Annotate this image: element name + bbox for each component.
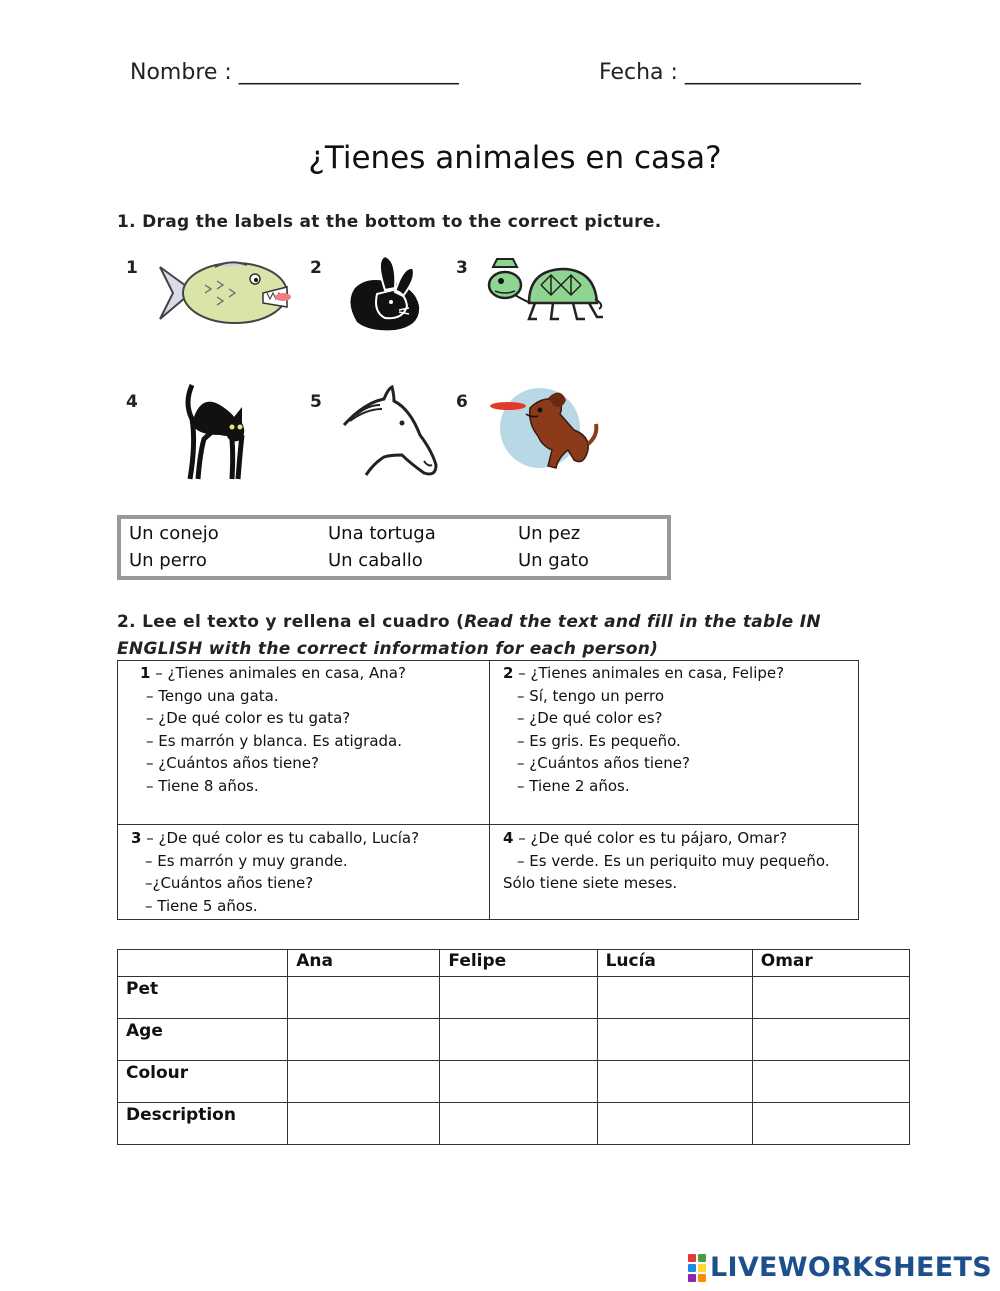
dialogs-table xyxy=(117,660,859,920)
table-header-cell: Felipe xyxy=(440,950,597,977)
dialog-lucia xyxy=(131,827,486,917)
drag-label[interactable]: Un pez xyxy=(518,523,581,544)
rabbit-icon[interactable] xyxy=(345,252,425,332)
dialog-line: – Tiene 8 años. xyxy=(146,776,259,795)
dialog-line: – Es marrón y muy grande. xyxy=(145,851,348,870)
dialog-number: 4 xyxy=(503,829,514,847)
dog-icon[interactable] xyxy=(486,384,604,472)
fish-icon[interactable] xyxy=(155,255,295,330)
drag-label[interactable]: Un perro xyxy=(129,550,207,571)
horse-icon[interactable] xyxy=(340,385,440,480)
picture-number: 3 xyxy=(456,258,468,278)
table-header-cell: Omar xyxy=(752,950,909,977)
answer-cell[interactable] xyxy=(440,977,597,1019)
answer-cell[interactable] xyxy=(597,1103,752,1145)
table-header-cell: Ana xyxy=(288,950,440,977)
drag-label[interactable]: Un gato xyxy=(518,550,589,571)
logo-square xyxy=(698,1264,706,1272)
instruction-bold: 2. Lee el texto y rellena el cuadro ( xyxy=(117,612,465,632)
instruction-italic: Read the text and fill in the table IN xyxy=(464,612,821,632)
table-header-cell: Lucía xyxy=(597,950,752,977)
answer-cell[interactable] xyxy=(440,1061,597,1103)
divider xyxy=(118,824,858,825)
picture-number: 4 xyxy=(126,392,138,412)
dialog-omar xyxy=(503,827,858,895)
logo-square xyxy=(698,1254,706,1262)
dialog-line: – ¿Cuántos años tiene? xyxy=(146,754,319,773)
dialog-line: – Es verde. Es un periquito muy pequeño. xyxy=(517,851,830,870)
answer-cell[interactable] xyxy=(288,1019,440,1061)
dialog-felipe xyxy=(503,662,858,798)
table-row xyxy=(118,1061,910,1103)
dialog-line: – ¿Cuántos años tiene? xyxy=(517,754,690,773)
name-field-label: Nombre : ____________________ xyxy=(130,60,459,85)
dialog-line: – Sí, tengo un perro xyxy=(517,686,665,705)
logo-square xyxy=(688,1264,696,1272)
logo-text: LIVEWORKSHEETS xyxy=(709,1252,992,1283)
answer-cell[interactable] xyxy=(597,977,752,1019)
logo-square xyxy=(698,1274,706,1282)
turtle-icon[interactable] xyxy=(485,255,605,330)
answer-cell[interactable] xyxy=(288,1061,440,1103)
answer-cell[interactable] xyxy=(752,1019,909,1061)
row-label: Colour xyxy=(118,1061,288,1103)
drag-label[interactable]: Un caballo xyxy=(328,550,423,571)
dialog-line: – Es gris. Es pequeño. xyxy=(517,731,681,750)
picture-number: 1 xyxy=(126,258,138,278)
table-header-cell xyxy=(118,950,288,977)
logo-square xyxy=(688,1254,696,1262)
answer-cell[interactable] xyxy=(440,1103,597,1145)
divider xyxy=(489,661,490,919)
answer-cell[interactable] xyxy=(752,977,909,1019)
page-title: ¿Tienes animales en casa? xyxy=(308,140,722,176)
dialog-line: – ¿De qué color es? xyxy=(517,709,663,728)
picture-number: 2 xyxy=(310,258,322,278)
drag-labels-box xyxy=(117,515,671,580)
dialog-line: – ¿De qué color es tu pájaro, Omar? xyxy=(518,829,788,847)
picture-number: 5 xyxy=(310,392,322,412)
answer-cell[interactable] xyxy=(440,1019,597,1061)
dialog-line: – ¿Tienes animales en casa, Felipe? xyxy=(518,664,785,682)
dialog-line: – Tiene 2 años. xyxy=(517,776,630,795)
exercise1-instruction: 1. Drag the labels at the bottom to the correct picture. xyxy=(117,212,662,232)
answer-cell[interactable] xyxy=(288,977,440,1019)
row-label: Pet xyxy=(118,977,288,1019)
answer-cell[interactable] xyxy=(597,1019,752,1061)
table-row xyxy=(118,1103,910,1145)
dialog-line: Sólo tiene siete meses. xyxy=(503,874,678,893)
row-label: Age xyxy=(118,1019,288,1061)
date-field-label: Fecha : ________________ xyxy=(599,60,861,85)
answer-cell[interactable] xyxy=(752,1061,909,1103)
answer-cell[interactable] xyxy=(752,1103,909,1145)
picture-number: 6 xyxy=(456,392,468,412)
drag-label[interactable]: Una tortuga xyxy=(328,523,436,544)
liveworksheets-logo xyxy=(688,1252,992,1283)
dialog-line: –¿Cuántos años tiene? xyxy=(145,874,314,893)
logo-square xyxy=(688,1274,696,1282)
dialog-ana xyxy=(140,662,485,798)
dialog-number: 3 xyxy=(131,829,142,847)
instruction-italic-line2: ENGLISH with the correct information for each person) xyxy=(117,639,659,659)
drag-label[interactable]: Un conejo xyxy=(129,523,219,544)
table-row xyxy=(118,1019,910,1061)
dialog-line: – ¿De qué color es tu gata? xyxy=(146,709,351,728)
dialog-line: – Es marrón y blanca. Es atigrada. xyxy=(146,731,402,750)
logo-mark-icon xyxy=(688,1254,706,1282)
dialog-line: – ¿Tienes animales en casa, Ana? xyxy=(155,664,406,682)
cat-icon[interactable] xyxy=(180,383,260,483)
table-row xyxy=(118,977,910,1019)
dialog-line: – Tiene 5 años. xyxy=(145,896,258,915)
row-label: Description xyxy=(118,1103,288,1145)
answer-cell[interactable] xyxy=(288,1103,440,1145)
dialog-number: 1 xyxy=(140,664,151,682)
dialog-line: – Tengo una gata. xyxy=(146,686,279,705)
answer-table xyxy=(117,949,910,1145)
answer-cell[interactable] xyxy=(597,1061,752,1103)
dialog-number: 2 xyxy=(503,664,514,682)
table-header-row xyxy=(118,950,910,977)
dialog-line: – ¿De qué color es tu caballo, Lucía? xyxy=(146,829,420,847)
exercise2-instruction xyxy=(117,609,877,663)
